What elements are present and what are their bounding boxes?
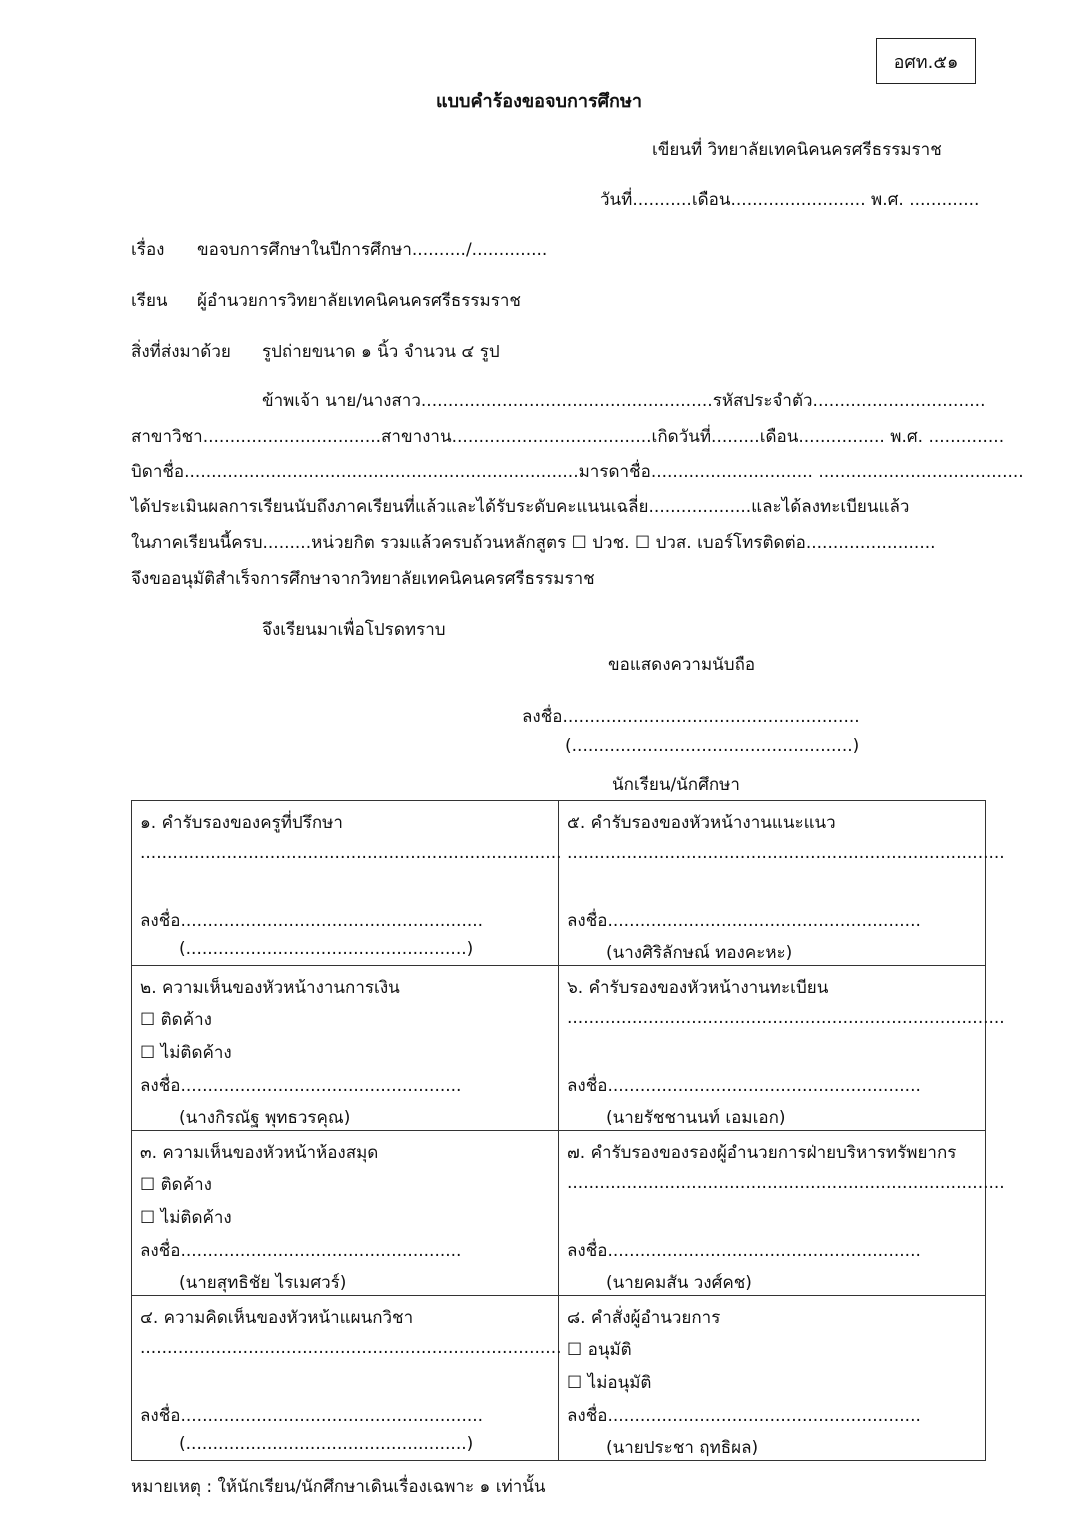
section-heading: ๓. ความเห็นของหัวหน้าห้องสมุด xyxy=(140,1143,379,1163)
signer-name: (นางศิริลักษณ์ ทองคะหะ) xyxy=(606,943,793,963)
checkbox-option[interactable]: ☐ ไม่ติดค้าง xyxy=(140,1043,232,1063)
sign-line: ลงชื่อ.......................................................... xyxy=(567,1241,921,1261)
signer-name: (....................................................) xyxy=(179,1434,474,1454)
body-line-6: จึงขออนุมัติสำเร็จการศึกษาจากวิทยาลัยเทคนิคนครศรีธรรมราช xyxy=(131,569,595,589)
respect-text: ขอแสดงความนับถือ xyxy=(608,655,756,675)
comment-dots: .............................................................................. xyxy=(140,1338,562,1358)
signer-name: (นายประชา ฤทธิผล) xyxy=(606,1438,759,1458)
closing-text: จึงเรียนมาเพื่อโปรดทราบ xyxy=(262,620,446,640)
body-line-4: ได้ประเมินผลการเรียนนับถึงภาคเรียนที่แล้วและได้รับระดับคะแนนเฉลี่ย...................และได้ลงทะเบียนแล้ว xyxy=(131,497,910,517)
signer-name: (นายรัชชานนท์ เอมเอก) xyxy=(606,1108,786,1128)
checkbox-option[interactable]: ☐ ติดค้าง xyxy=(140,1010,212,1030)
signer-role: นักเรียน/นักศึกษา xyxy=(612,775,740,795)
form-code: อศท.๕๑ xyxy=(893,51,959,73)
section-heading: ๗. คำรับรองของรองผู้อำนวยการฝ่ายบริหารทรัพยากร xyxy=(567,1143,957,1163)
to-text: ผู้อำนวยการวิทยาลัยเทคนิคนครศรีธรรมราช xyxy=(197,291,521,311)
section-5 xyxy=(559,801,1005,966)
sign-line: ลงชื่อ.......................................................... xyxy=(567,1406,921,1426)
comment-dots: .............................................................................. xyxy=(140,843,562,863)
section-4 xyxy=(132,1296,562,1461)
checkbox-option[interactable]: ☐ ไม่อนุมัติ xyxy=(567,1373,652,1393)
section-8 xyxy=(559,1296,986,1461)
section-heading: ๕. คำรับรองของหัวหน้างานแนะแนว xyxy=(567,813,836,833)
checkbox-option[interactable]: ☐ อนุมัติ xyxy=(567,1340,632,1360)
student-name-paren: (....................................................) xyxy=(565,736,860,756)
section-1 xyxy=(132,801,562,966)
body-line-1: ข้าพเจ้า นาย/นางสาว......................................................รหัสประจำตัว................................ xyxy=(262,391,986,411)
section-heading: ๑. คำรับรองของครูที่ปรึกษา xyxy=(140,813,343,833)
subject-text: ขอจบการศึกษาในปีการศึกษา........../.............. xyxy=(197,240,548,260)
footnote: หมายเหตุ : ให้นักเรียน/นักศึกษาเดินเรื่องเฉพาะ ๑ เท่านั้น xyxy=(131,1477,546,1497)
checkbox-option[interactable]: ☐ ไม่ติดค้าง xyxy=(140,1208,232,1228)
sign-line: ลงชื่อ........................................................ xyxy=(140,1406,484,1426)
section-heading: ๘. คำสั่งผู้อำนวยการ xyxy=(567,1308,721,1328)
subject-label: เรื่อง xyxy=(131,240,165,260)
student-sign-line: ลงชื่อ....................................................... xyxy=(522,707,860,727)
checkbox-option[interactable]: ☐ ติดค้าง xyxy=(140,1175,212,1195)
signer-name: (นางกิรณัฐ พุทธวรคุณ) xyxy=(179,1108,351,1128)
signer-name: (นายสุทธิชัย ไรเมศวร์) xyxy=(179,1273,347,1293)
written-at: เขียนที่ วิทยาลัยเทคนิคนครศรีธรรมราช xyxy=(652,140,942,160)
section-heading: ๔. ความคิดเห็นของหัวหน้าแผนกวิชา xyxy=(140,1308,414,1328)
form-title: แบบคำร้องขอจบการศึกษา xyxy=(436,91,642,112)
to-label: เรียน xyxy=(131,291,168,311)
sign-line: ลงชื่อ.......................................................... xyxy=(567,911,921,931)
sign-line: ลงชื่อ........................................................ xyxy=(140,911,484,931)
sign-line: ลงชื่อ.................................................... xyxy=(140,1076,462,1096)
section-heading: ๖. คำรับรองของหัวหน้างานทะเบียน xyxy=(567,978,829,998)
body-line-3: บิดาชื่อ.........................................................................มารดาชื่อ.............................. ...................................... xyxy=(131,462,1024,482)
section-6 xyxy=(559,966,1005,1131)
attachments-label: สิ่งที่ส่งมาด้วย xyxy=(131,342,231,362)
comment-dots: ................................................................................. xyxy=(567,843,1005,863)
section-3 xyxy=(132,1131,559,1296)
form-code-box xyxy=(876,38,976,84)
sign-line: ลงชื่อ.......................................................... xyxy=(567,1076,921,1096)
body-line-2: สาขาวิชา.................................สาขางาน.....................................เกิดวันที่.........เดือน................ พ.ศ. .............. xyxy=(131,427,1005,447)
attachments-text: รูปถ่ายขนาด ๑ นิ้ว จำนวน ๔ รูป xyxy=(262,342,500,362)
comment-dots: ................................................................................. xyxy=(567,1008,1005,1028)
date-line: วันที่...........เดือน......................... พ.ศ. ............. xyxy=(600,190,980,210)
section-2 xyxy=(132,966,559,1131)
section-7 xyxy=(559,1131,1005,1296)
signer-name: (....................................................) xyxy=(179,939,474,959)
approval-grid xyxy=(131,800,1005,1461)
comment-dots: ................................................................................. xyxy=(567,1173,1005,1193)
signer-name: (นายคมสัน วงศ์คช) xyxy=(606,1273,752,1293)
section-heading: ๒. ความเห็นของหัวหน้างานการเงิน xyxy=(140,978,400,998)
sign-line: ลงชื่อ.................................................... xyxy=(140,1241,462,1261)
body-line-5: ในภาคเรียนนี้ครบ.........หน่วยกิต รวมแล้วครบถ้วนหลักสูตร ☐ ปวช. ☐ ปวส. เบอร์โทรติดต่อ........................ xyxy=(131,533,936,553)
